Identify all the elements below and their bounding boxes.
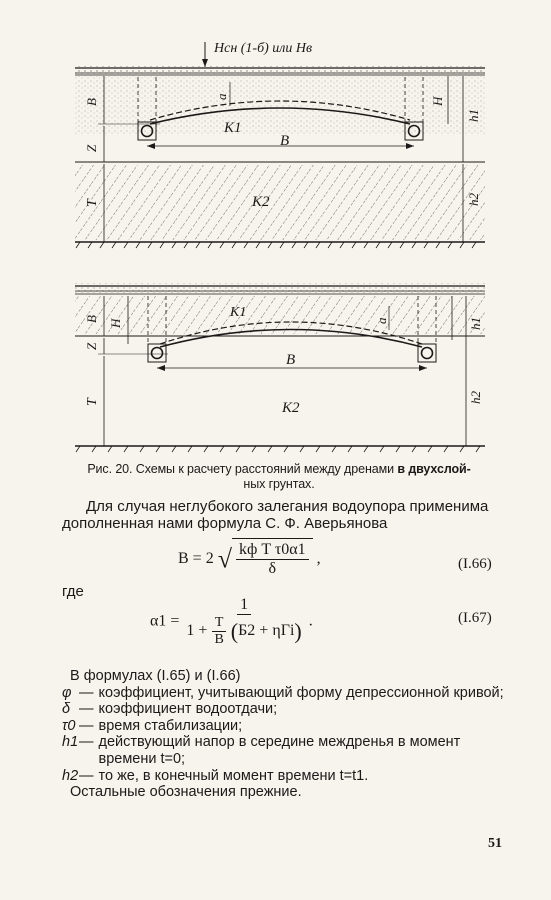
intro-paragraph: Для случая неглубокого залегания водоупора применима дополненная нами формула С. Ф. Аверьянова bbox=[62, 498, 489, 532]
caption-tail: ных грунтах. bbox=[243, 477, 315, 491]
formula-i67-den-t: T bbox=[212, 615, 227, 632]
label-top-h: H bbox=[430, 96, 445, 106]
caption-lead: Рис. 20. Схемы к расчету расстояний между дренами bbox=[87, 462, 394, 476]
closing-line: Остальные обозначения прежние. bbox=[70, 784, 302, 801]
definition-item: τ0 — время стабилизации; bbox=[62, 717, 243, 734]
label-top-z: Z bbox=[84, 144, 99, 152]
definition-symbol: δ bbox=[62, 701, 71, 718]
formula-i66-numerator: kф T τ0α1 bbox=[236, 541, 309, 560]
definition-text: действующий напор в середине междренья в момент времени t=0; bbox=[98, 734, 461, 767]
label-bottom-h1: h1 bbox=[468, 317, 483, 330]
label-top-b-width: B bbox=[280, 133, 290, 149]
definitions-list bbox=[62, 668, 514, 801]
label-bottom-t: T bbox=[85, 398, 100, 406]
definition-text: коэффициент, учитывающий форму депрессионной кривой; bbox=[98, 684, 504, 701]
definitions-intro: В формулах (I.65) и (I.66) bbox=[70, 668, 241, 684]
label-bottom-k1: K1 bbox=[230, 305, 247, 320]
definition-symbol: φ bbox=[62, 684, 72, 701]
formula-i66: B = 2 √ $\frac{\text{kф T τ0α1}}{\delta}$ , bbox=[178, 538, 321, 578]
label-top-t: T bbox=[85, 199, 100, 207]
definition-symbol: h1 bbox=[62, 734, 79, 751]
where-label: где bbox=[62, 583, 84, 600]
label-top-k1: K1 bbox=[224, 120, 242, 136]
label-bottom-b-width: B bbox=[286, 352, 296, 368]
label-bottom-b-depth: B bbox=[84, 315, 99, 323]
label-h-sn: Hсн (1-б) или Hв bbox=[214, 41, 313, 56]
definition-item: φ — коэффициент, учитывающий форму депрессионной кривой; bbox=[62, 684, 504, 701]
formula-i67-numerator: 1 bbox=[237, 596, 251, 615]
label-top-h2: h2 bbox=[466, 193, 481, 206]
definition-item: h1 — действующий напор в середине междренья в момент времени t=0; bbox=[62, 734, 514, 767]
formula-i67-den-b: B bbox=[214, 632, 224, 647]
definition-item: h2 — то же, в конечный момент времени t=t1. bbox=[62, 767, 369, 784]
scheme-bottom bbox=[75, 283, 485, 452]
label-bottom-z: Z bbox=[84, 342, 99, 350]
label-top-h1: h1 bbox=[466, 109, 481, 122]
formula-i67-lhs: α1 = bbox=[150, 612, 180, 630]
page-number: 51 bbox=[488, 836, 502, 851]
definition-text: коэффициент водоотдачи; bbox=[98, 701, 278, 718]
label-top-b-depth: B bbox=[84, 98, 99, 106]
definition-text: то же, в конечный момент времени t=t1. bbox=[98, 767, 369, 784]
formula-i66-number: (I.66) bbox=[458, 556, 492, 572]
definition-text: время стабилизации; bbox=[98, 717, 243, 734]
formula-i66-lhs: B = 2 bbox=[178, 550, 214, 568]
label-top-k2: K2 bbox=[252, 194, 270, 210]
definition-symbol: τ0 bbox=[62, 717, 76, 734]
label-top-a: a bbox=[214, 93, 229, 100]
formula-i67-den-paren: Б2 + ηΓi bbox=[238, 622, 295, 640]
formula-i67-den-left: 1 + bbox=[186, 622, 208, 640]
label-bottom-k2: K2 bbox=[282, 400, 300, 416]
formula-i67-number: (I.67) bbox=[458, 610, 492, 626]
label-bottom-a: a bbox=[374, 317, 389, 324]
definition-symbol: h2 bbox=[62, 767, 79, 784]
formula-i66-denominator: δ bbox=[268, 560, 277, 577]
formula-i67: α1 = 1 1 + $\frac{T}{B}$ (Б2 + ηΓi) . bbox=[150, 596, 313, 647]
figure-caption bbox=[40, 462, 518, 492]
label-bottom-h2: h2 bbox=[468, 391, 483, 404]
label-bottom-h: H bbox=[108, 318, 123, 328]
caption-bold: в двухслой- bbox=[397, 462, 471, 476]
definition-item: δ — коэффициент водоотдачи; bbox=[62, 701, 278, 718]
